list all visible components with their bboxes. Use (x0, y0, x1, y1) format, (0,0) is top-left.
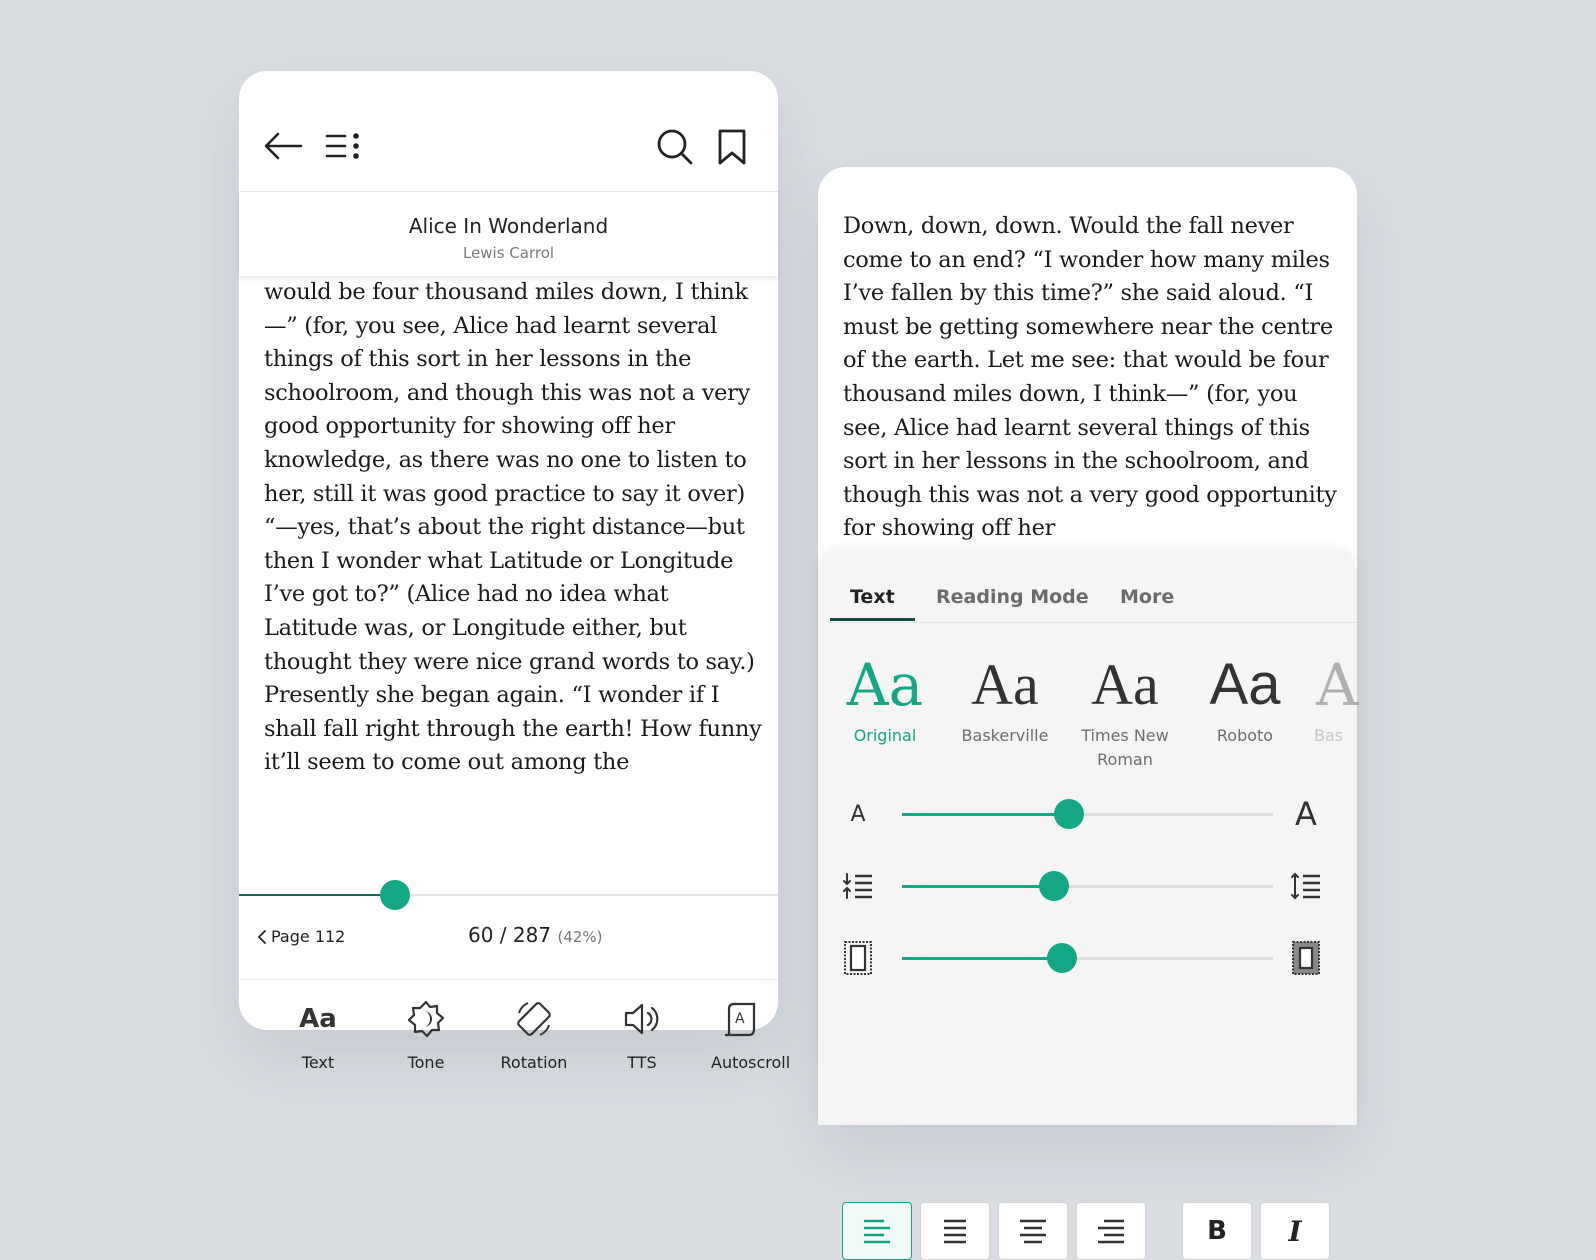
arrow-left-icon (263, 131, 303, 161)
font-option-roboto[interactable]: Aa Roboto (1190, 650, 1300, 748)
font-option-times-new-roman[interactable]: Aa Times New Roman (1070, 650, 1180, 772)
bold-button[interactable] (1182, 1202, 1252, 1260)
page-count (468, 923, 602, 947)
font-name: Original (853, 726, 917, 745)
bookmark-button[interactable] (715, 127, 749, 167)
tab-reading-mode[interactable]: Reading Mode (936, 586, 1089, 608)
font-size-handle[interactable] (1054, 799, 1084, 829)
bookmark-icon (717, 128, 747, 166)
search-icon (656, 128, 694, 166)
reader-card (239, 71, 791, 1072)
margin-narrow-icon (840, 940, 876, 976)
book-header (239, 191, 778, 276)
menu-list-icon (325, 131, 361, 161)
align-center-button[interactable] (998, 1202, 1068, 1260)
font-size-small-icon: A (850, 801, 866, 827)
tool-label: Text (301, 1053, 335, 1072)
font-option-partial[interactable]: A Bas (1310, 650, 1357, 748)
align-justify-button[interactable] (920, 1202, 990, 1260)
search-button[interactable] (654, 127, 696, 167)
align-center-icon (1018, 1218, 1048, 1244)
previous-page-label: Page 112 (271, 927, 346, 946)
tts-tool-button[interactable] (597, 997, 687, 1072)
page-percent: (42%) (557, 928, 603, 946)
text-tool-button[interactable] (273, 997, 363, 1072)
italic-icon: I (1288, 1214, 1302, 1248)
autoscroll-icon (721, 999, 761, 1039)
paragraph: Presently she began again. “I wonder if I shall fall right through the earth! How funny it’ll seem to come out among the (264, 682, 762, 776)
settings-tabs (830, 574, 1357, 623)
tone-tool-button[interactable] (381, 997, 471, 1072)
table-of-contents-button[interactable] (323, 129, 363, 163)
reading-progress-slider[interactable] (239, 894, 778, 896)
italic-button[interactable] (1260, 1202, 1330, 1260)
margins-handle[interactable] (1047, 943, 1077, 973)
book-title: Alice In Wonderland (408, 214, 609, 238)
font-name: Times New Roman (1081, 726, 1169, 769)
tool-label: Autoscroll (711, 1053, 791, 1072)
font-size-row (818, 792, 1357, 836)
reader-settings-card (818, 167, 1358, 1248)
align-right-icon (1096, 1218, 1126, 1244)
text-aa-icon: Aa (299, 1004, 337, 1034)
line-spacing-increase-icon (1288, 868, 1324, 904)
tool-label: TTS (627, 1053, 657, 1072)
font-option-baskerville[interactable]: Aa Baskerville (950, 650, 1060, 748)
back-button[interactable] (261, 129, 305, 163)
line-spacing-slider[interactable] (902, 885, 1273, 888)
line-spacing-decrease-icon (840, 868, 876, 904)
margins-slider[interactable] (902, 957, 1273, 960)
margins-row (818, 936, 1357, 980)
font-size-slider[interactable] (902, 813, 1273, 816)
paragraph: would be four thousand miles down, I think—” (for, you see, Alice had learnt several things of this sort in her lessons in the schoolroom, and though this was not a very good opportunity for showing off her knowledge, as there was no one to listen to her, still it was good practice to say it over) “—yes, that’s about the right distance—but then I wonder what Latitude or Longitude I’ve got to?” (Alice had no idea what Latitude was, or Longitude either, but thought they were nice grand words to say.) (264, 279, 755, 675)
align-justify-icon (940, 1218, 970, 1244)
font-option-original[interactable]: Aa Original (830, 650, 940, 748)
bold-icon: B (1207, 1216, 1227, 1246)
font-name: Bas (1314, 726, 1344, 745)
speaker-icon (622, 999, 662, 1039)
align-left-button[interactable] (842, 1202, 912, 1260)
line-spacing-handle[interactable] (1039, 871, 1069, 901)
rotation-icon (514, 999, 554, 1039)
tone-icon (406, 999, 446, 1039)
chevron-left-icon (257, 930, 267, 944)
reading-text (264, 276, 764, 893)
margin-wide-icon (1288, 940, 1324, 976)
reading-text: Down, down, down. Would the fall never come to an end? “I wonder how many miles I’ve fallen by this time?” she said aloud. “I must be getting somewhere near the centre of the earth. Let me see: that would be four thousand miles down, I think—” (for, you see, Alice had learnt several things of this sort in her lessons in the schoolroom, and though this was not a very good opportunity for showing off her (843, 213, 1337, 542)
text-settings-panel (818, 550, 1358, 1248)
font-name: Baskerville (961, 726, 1049, 745)
previous-page-button[interactable] (257, 927, 345, 946)
tool-label: Tone (407, 1053, 445, 1072)
align-left-icon (862, 1218, 892, 1244)
font-size-large-icon: A (1295, 795, 1317, 833)
book-author: Lewis Carrol (462, 244, 555, 262)
rotation-tool-button[interactable] (489, 997, 579, 1072)
font-selector (818, 650, 1357, 780)
active-tab-indicator (830, 618, 915, 621)
align-right-button[interactable] (1076, 1202, 1146, 1260)
tab-more[interactable]: More (1120, 586, 1175, 608)
page-count-value: 60 / 287 (468, 923, 552, 947)
reader-toolbar (239, 979, 791, 1099)
tab-text[interactable]: Text (850, 586, 895, 608)
progress-fill (239, 894, 395, 896)
page-navigation (239, 901, 778, 980)
autoscroll-tool-button[interactable] (705, 997, 791, 1072)
font-name: Roboto (1216, 726, 1274, 745)
svg-text:A: A (735, 1011, 745, 1027)
line-spacing-row (818, 864, 1357, 908)
tool-label: Rotation (500, 1053, 568, 1072)
